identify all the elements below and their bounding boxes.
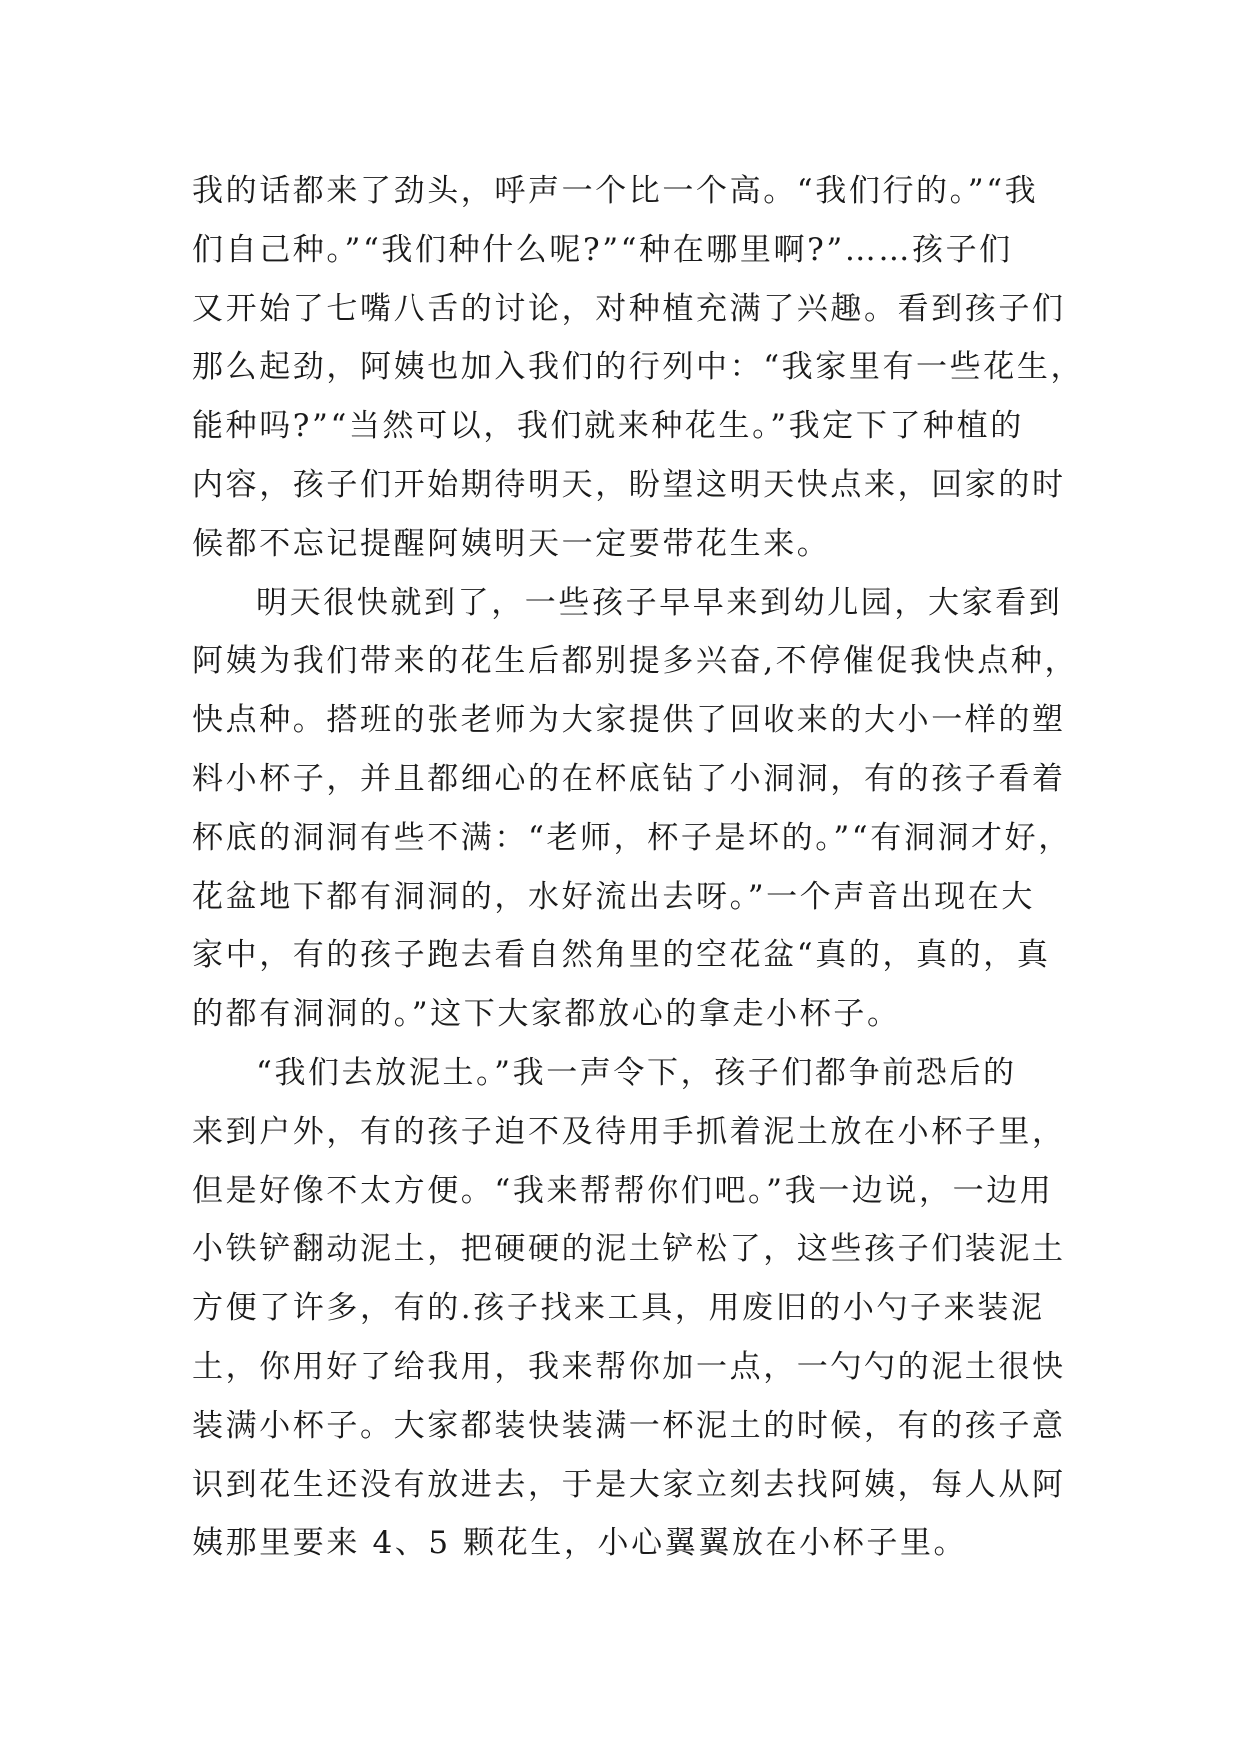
- text-line: 快点种。搭班的张老师为大家提供了回收来的大小一样的塑: [192, 702, 1066, 739]
- text-line: 装满小杯子。大家都装快装满一杯泥土的时候，有的孩子意: [192, 1407, 1066, 1444]
- text-line: 能种吗?”“当然可以，我们就来种花生。”我定下了种植的: [192, 408, 1024, 445]
- body-text: [192, 162, 1085, 1573]
- text-line: 料小杯子，并且都细心的在杯底钻了小洞洞，有的孩子看着: [192, 760, 1066, 797]
- text-line: 又开始了七嘴八舌的讨论，对种植充满了兴趣。看到孩子们: [192, 290, 1066, 327]
- text-line: 但是好像不太方便。“我来帮帮你们吧。”我一边说，一边用: [192, 1172, 1054, 1209]
- text-line: 识到花生还没有放进去，于是大家立刻去找阿姨，每人从阿: [192, 1466, 1066, 1503]
- text-line: 内容，孩子们开始期待明天，盼望这明天快点来，回家的时: [192, 466, 1066, 503]
- paragraph-1: [192, 162, 1085, 574]
- text-line: 阿姨为我们带来的花生后都别提多兴奋,不停催促我快点种，: [192, 643, 1079, 680]
- text-line: 花盆地下都有洞洞的，水好流出去呀。”一个声音出现在大: [192, 878, 1035, 915]
- text-line: 家中，有的孩子跑去看自然角里的空花盆“真的，真的，真: [192, 937, 1051, 974]
- text-line: 候都不忘记提醒阿姨明天一定要带花生来。: [192, 525, 831, 562]
- text-line: “我们去放泥土。”我一声令下，孩子们都争前恐后的: [256, 1054, 1017, 1091]
- text-line: 那么起劲，阿姨也加入我们的行列中：“我家里有一些花生，: [192, 349, 1085, 386]
- paragraph-2: [192, 574, 1079, 1044]
- paragraph-3: [192, 1044, 1066, 1573]
- text-line: 的都有洞洞的。”这下大家都放心的拿走小杯子。: [192, 996, 901, 1033]
- text-line: 方便了许多，有的.孩子找来工具，用废旧的小勺子来装泥: [192, 1290, 1045, 1327]
- text-line: 土，你用好了给我用，我来帮你加一点，一勺勺的泥土很快: [192, 1348, 1066, 1385]
- text-line: 我的话都来了劲头，呼声一个比一个高。“我们行的。”“我: [192, 173, 1039, 209]
- text-line: 姨那里要来 4、5 颗花生，小心翼翼放在小杯子里。: [192, 1525, 968, 1562]
- text-line: 来到户外，有的孩子迫不及待用手抓着泥土放在小杯子里，: [192, 1113, 1066, 1150]
- text-line: 们自己种。”“我们种什么呢?”“种在哪里啊?”……孩子们: [192, 231, 1013, 268]
- text-line: 小铁铲翻动泥土，把硬硬的泥土铲松了，这些孩子们装泥土: [192, 1231, 1066, 1268]
- text-line: 明天很快就到了，一些孩子早早来到幼儿园，大家看到: [256, 584, 1063, 621]
- text-line: 杯底的洞洞有些不满：“老师，杯子是坏的。”“有洞洞才好，: [192, 819, 1072, 856]
